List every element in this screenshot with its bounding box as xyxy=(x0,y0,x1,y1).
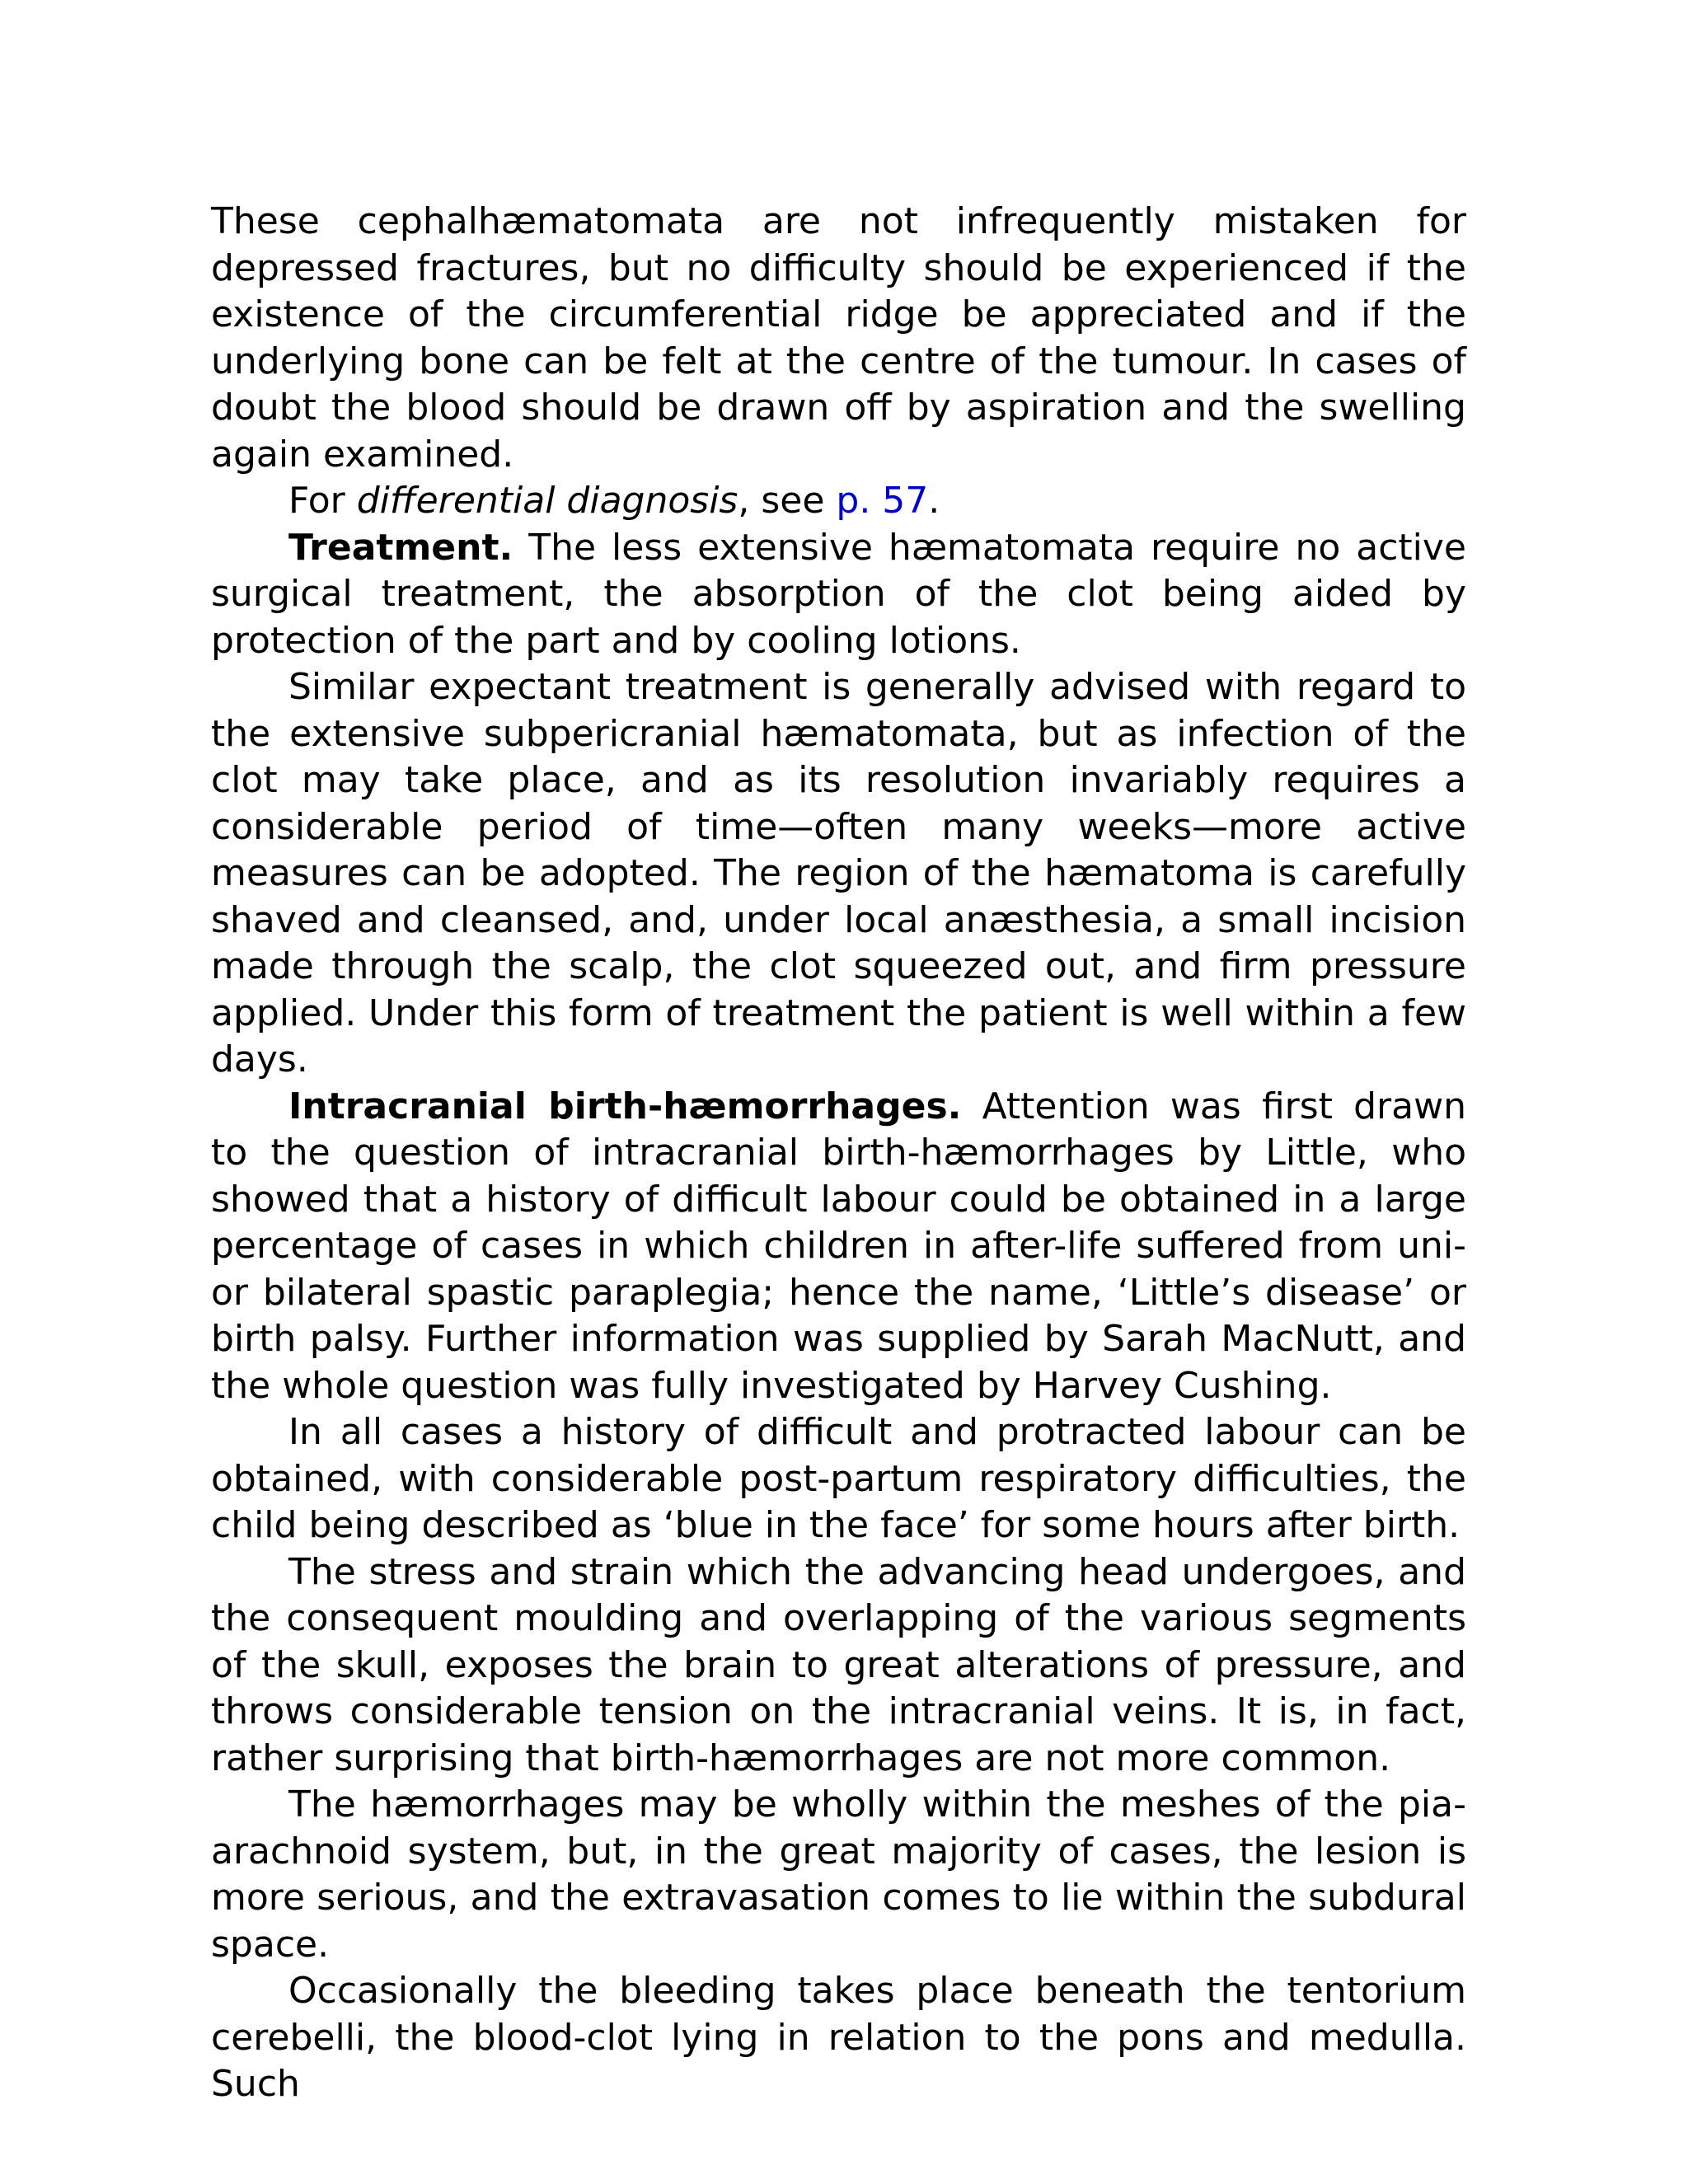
paragraph-tentorium: Occasionally the bleeding takes place beneath the tentorium cerebelli, the blood-clot lying in relation to the pons and medulla. Such xyxy=(211,1970,1466,2105)
paragraph-history-labour: In all cases a history of difficult and protracted labour can be obtained, with considerable post-partum respiratory difficulties, the child being described as ‘blue in the face’ for some hours after birth. xyxy=(211,1411,1466,1546)
heading-treatment: Treatment. xyxy=(288,526,513,569)
text-middle: , see xyxy=(738,480,837,522)
text-suffix: . xyxy=(928,480,940,522)
treatment-text: The less extensive hæmatomata require no active surgical treatment, the absorption of the clot being aided by protection of the part and by cooling lotions. xyxy=(211,526,1466,662)
paragraph-expectant-treatment: Similar expectant treatment is generally advised with regard to the extensive subpericranial hæmatomata, but as infection of the clot may take place, and as its resolution invariably requires a considerable period of time—often many weeks—more active measures can be adopted. The region of the hæmatoma is carefully shaved and cleansed, and, under local anæsthesia, a small incision made through the scalp, the clot squeezed out, and firm pressure applied. Under this form of treatment the patient is well within a few days. xyxy=(211,666,1466,1080)
intracranial-text: Attention was first drawn to the question of intracranial birth-hæmorrhages by Little, who showed that a history of difficult labour could be obtained in a large percentage of cases in which children in after-life suffered from uni- or bilateral spastic paraplegia; hence the name, ‘Little’s disease’ or birth palsy. Further information was supplied by Sarah MacNutt, and the whole question was fully investigated by Harvey Cushing. xyxy=(211,1085,1466,1407)
paragraph-pia-arachnoid: The hæmorrhages may be wholly within the meshes of the pia-arachnoid system, but, in the great majority of cases, the lesion is more serious, and the extravasation comes to lie within the subdural space. xyxy=(211,1783,1466,1966)
paragraph-differential-diagnosis xyxy=(211,478,1466,525)
text-prefix: For xyxy=(288,480,357,522)
paragraph-stress-strain: The stress and strain which the advancing head undergoes, and the consequent moulding and overlapping of the various segments of the skull, exposes the brain to great alterations of pressure, and throws considerable tension on the intracranial veins. It is, in fact, rather surprising that birth-hæmorrhages are not more common. xyxy=(211,1550,1466,1779)
heading-intracranial-haemorrhages: Intracranial birth-hæmorrhages. xyxy=(288,1085,962,1127)
page-57-link[interactable]: p. 57 xyxy=(836,480,929,522)
emphasis-differential-diagnosis: differential diagnosis xyxy=(356,480,738,522)
paragraph-intracranial-haemorrhages xyxy=(211,1084,1466,1410)
paragraph-cephalhaematomata: These cephalhæmatomata are not infrequently mistaken for depressed fractures, but no difficulty should be experienced if the existence of the circumferential ridge be appreciated and if the underlying bone can be felt at the centre of the tumour. In cases of doubt the blood should be drawn off by aspiration and the swelling again examined. xyxy=(211,200,1466,476)
paragraph-treatment xyxy=(211,525,1466,665)
document-page xyxy=(211,199,1466,2108)
